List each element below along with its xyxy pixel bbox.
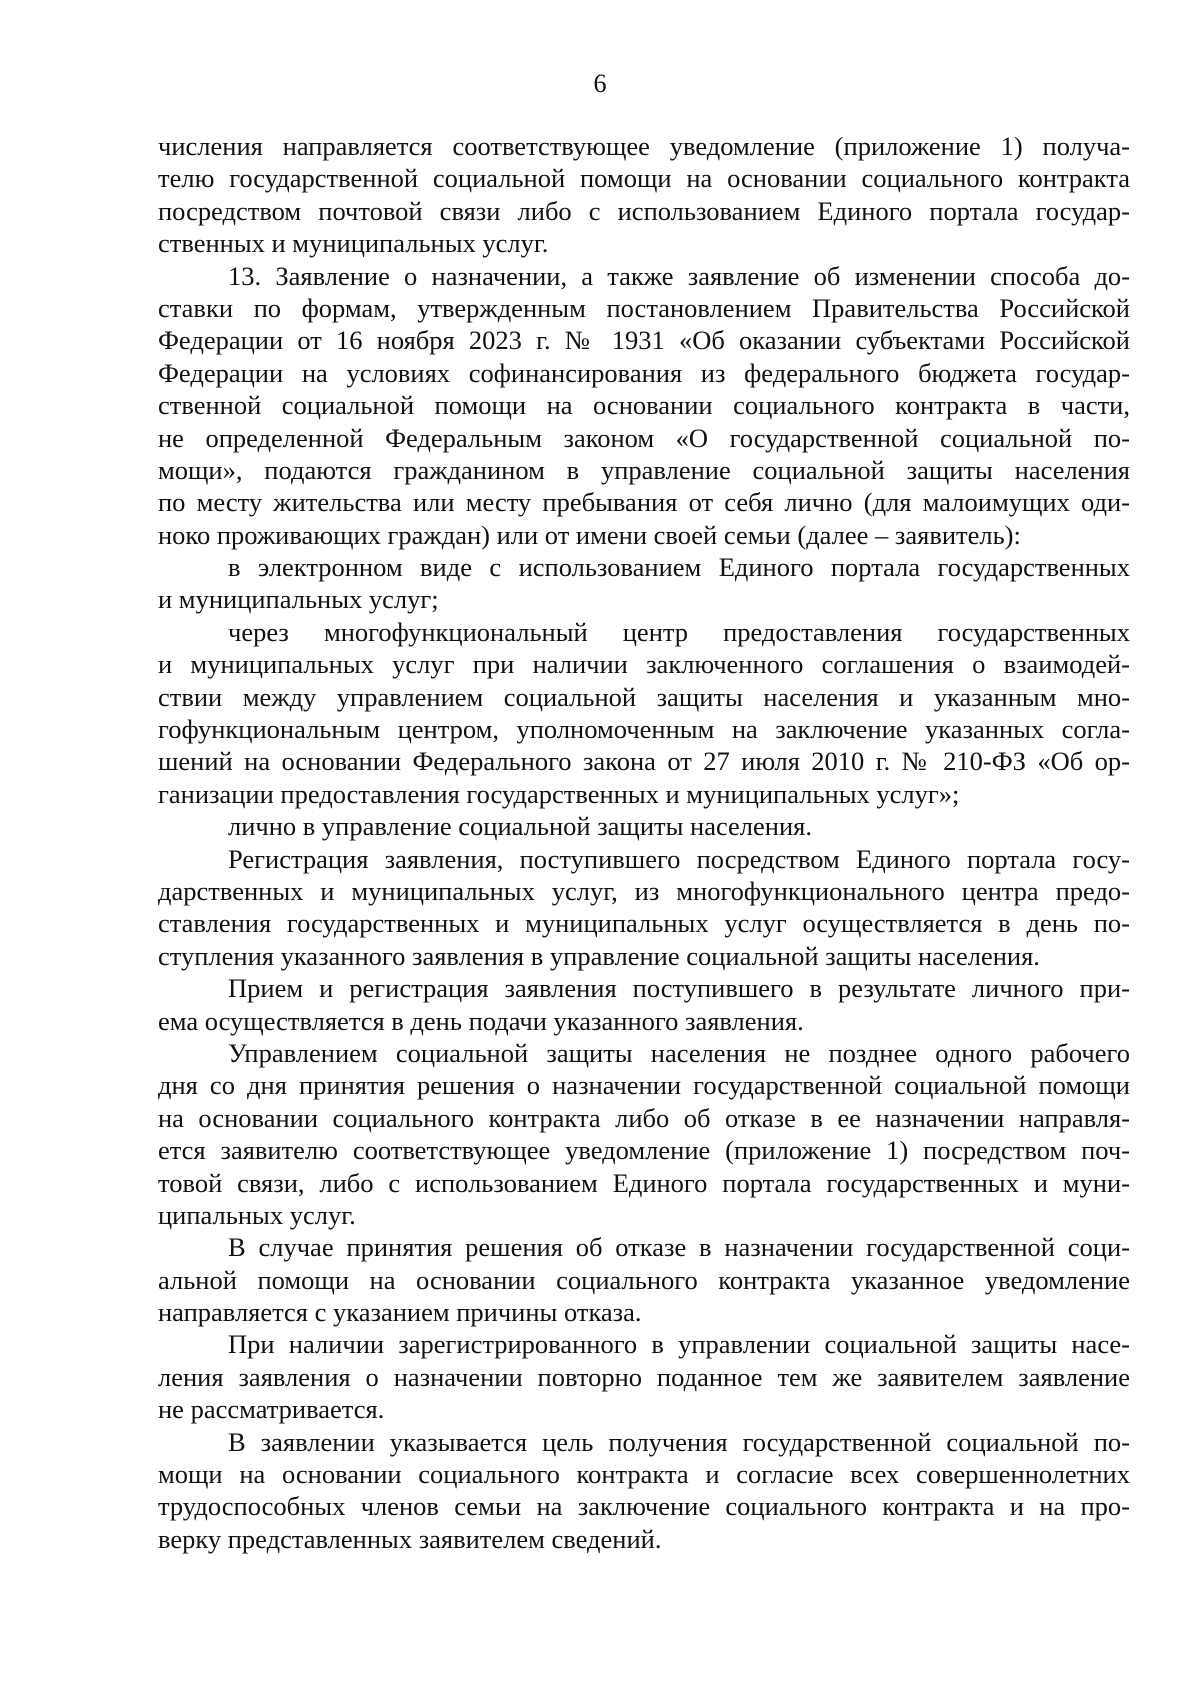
text-line: ципальных услуг. [158,1199,356,1230]
text-line: и муниципальных услуг; [158,584,439,615]
paragraph [158,551,1130,616]
text-line: ствии между управлением социальной защиты населения и указанным мно- [158,681,1130,712]
text-line: трудоспособных членов семьи на заключение социального контракта и на про- [158,1491,1130,1522]
text-line: телю государственной социальной помощи на основании социального контракта [158,163,1130,194]
text-line: лично в управление социальной защиты населения. [228,811,812,842]
text-line: по месту жительства или месту пребывания от себя лично (для малоимущих оди- [158,487,1130,518]
text-line: шений на основании Федерального закона от 27 июля 2010 г. № 210-ФЗ «Об ор- [158,746,1130,777]
text-line: ственной социальной помощи на основании социального контракта в части, [158,390,1130,421]
text-line: В случае принятия решения об отказе в назначении государственной соци- [228,1232,1130,1263]
text-line: и муниципальных услуг при наличии заключенного соглашения о взаимодей- [158,649,1130,680]
text-line: При наличии зарегистрированного в управлении социальной защиты насе- [228,1329,1130,1360]
text-line: дарственных и муниципальных услуг, из многофункционального центра предо- [158,875,1130,906]
text-line: ется заявителю соответствующее уведомление (приложение 1) посредством поч- [158,1135,1130,1166]
text-line: товой связи, либо с использованием Единого портала государственных и муни- [158,1167,1130,1198]
paragraph [158,1231,1130,1328]
paragraph [158,810,1130,842]
text-line: ступления указанного заявления в управление социальной защиты населения. [158,940,1040,971]
text-line: Регистрация заявления, поступившего посредством Единого портала госу- [228,843,1130,874]
paragraph [158,130,1130,260]
text-line: В заявлении указывается цель получения государственной социальной по- [228,1426,1130,1457]
text-line: через многофункциональный центр предоставления государственных [228,616,1130,647]
text-line: ставления государственных и муниципальных услуг осуществляется в день по- [158,908,1130,939]
text-line: мощи», подаются гражданином в управление социальной защиты населения [158,454,1130,485]
text-line: ставки по формам, утвержденным постановлением Правительства Российской [158,292,1130,323]
paragraph [158,843,1130,973]
text-line: ема осуществляется в день подачи указанного заявления. [158,1005,804,1036]
text-line: Федерации на условиях софинансирования из федерального бюджета государ- [158,357,1130,388]
text-line: в электронном виде с использованием Единого портала государственных [228,552,1130,583]
text-line: верку представленных заявителем сведений. [158,1523,662,1554]
text-line: 13. Заявление о назначении, а также заявление об изменении способа до- [228,260,1130,291]
paragraph [158,616,1130,810]
text-line: Управлением социальной защиты населения не позднее одного рабочего [228,1037,1130,1068]
text-line: дня со дня принятия решения о назначении государственной социальной помощи [158,1070,1130,1101]
text-line: Прием и регистрация заявления поступившего в результате личного при- [228,973,1130,1004]
paragraph [158,1037,1130,1231]
text-line: числения направляется соответствующее уведомление (приложение 1) получа- [158,131,1130,161]
text-line: не рассматривается. [158,1394,385,1425]
text-line: мощи на основании социального контракта и согласие всех совершеннолетних [158,1459,1130,1490]
document-body [158,130,1130,1555]
page-number: 6 [593,69,607,98]
text-line: гофункциональным центром, уполномоченным на заключение указанных согла- [158,714,1130,745]
text-line: на основании социального контракта либо об отказе в ее назначении направля- [158,1102,1130,1133]
paragraph [158,260,1130,552]
paragraph [158,1426,1130,1556]
text-line: ления заявления о назначении повторно поданное тем же заявителем заявление [158,1361,1130,1392]
text-line: не определенной Федеральным законом «О государственной социальной по- [158,422,1130,453]
text-line: ственных и муниципальных услуг. [158,228,549,259]
text-line: ноко проживающих граждан) или от имени своей семьи (далее – заявитель): [158,519,1021,550]
text-line: альной помощи на основании социального контракта указанное уведомление [158,1264,1130,1295]
text-line: ганизации предоставления государственных и муниципальных услуг»; [158,778,960,809]
paragraph [158,1328,1130,1425]
paragraph [158,972,1130,1037]
text-line: Федерации от 16 ноября 2023 г. № 1931 «Об оказании субъектами Российской [158,325,1130,356]
text-line: посредством почтовой связи либо с использованием Единого портала государ- [158,195,1130,226]
text-line: направляется с указанием причины отказа. [158,1297,642,1328]
